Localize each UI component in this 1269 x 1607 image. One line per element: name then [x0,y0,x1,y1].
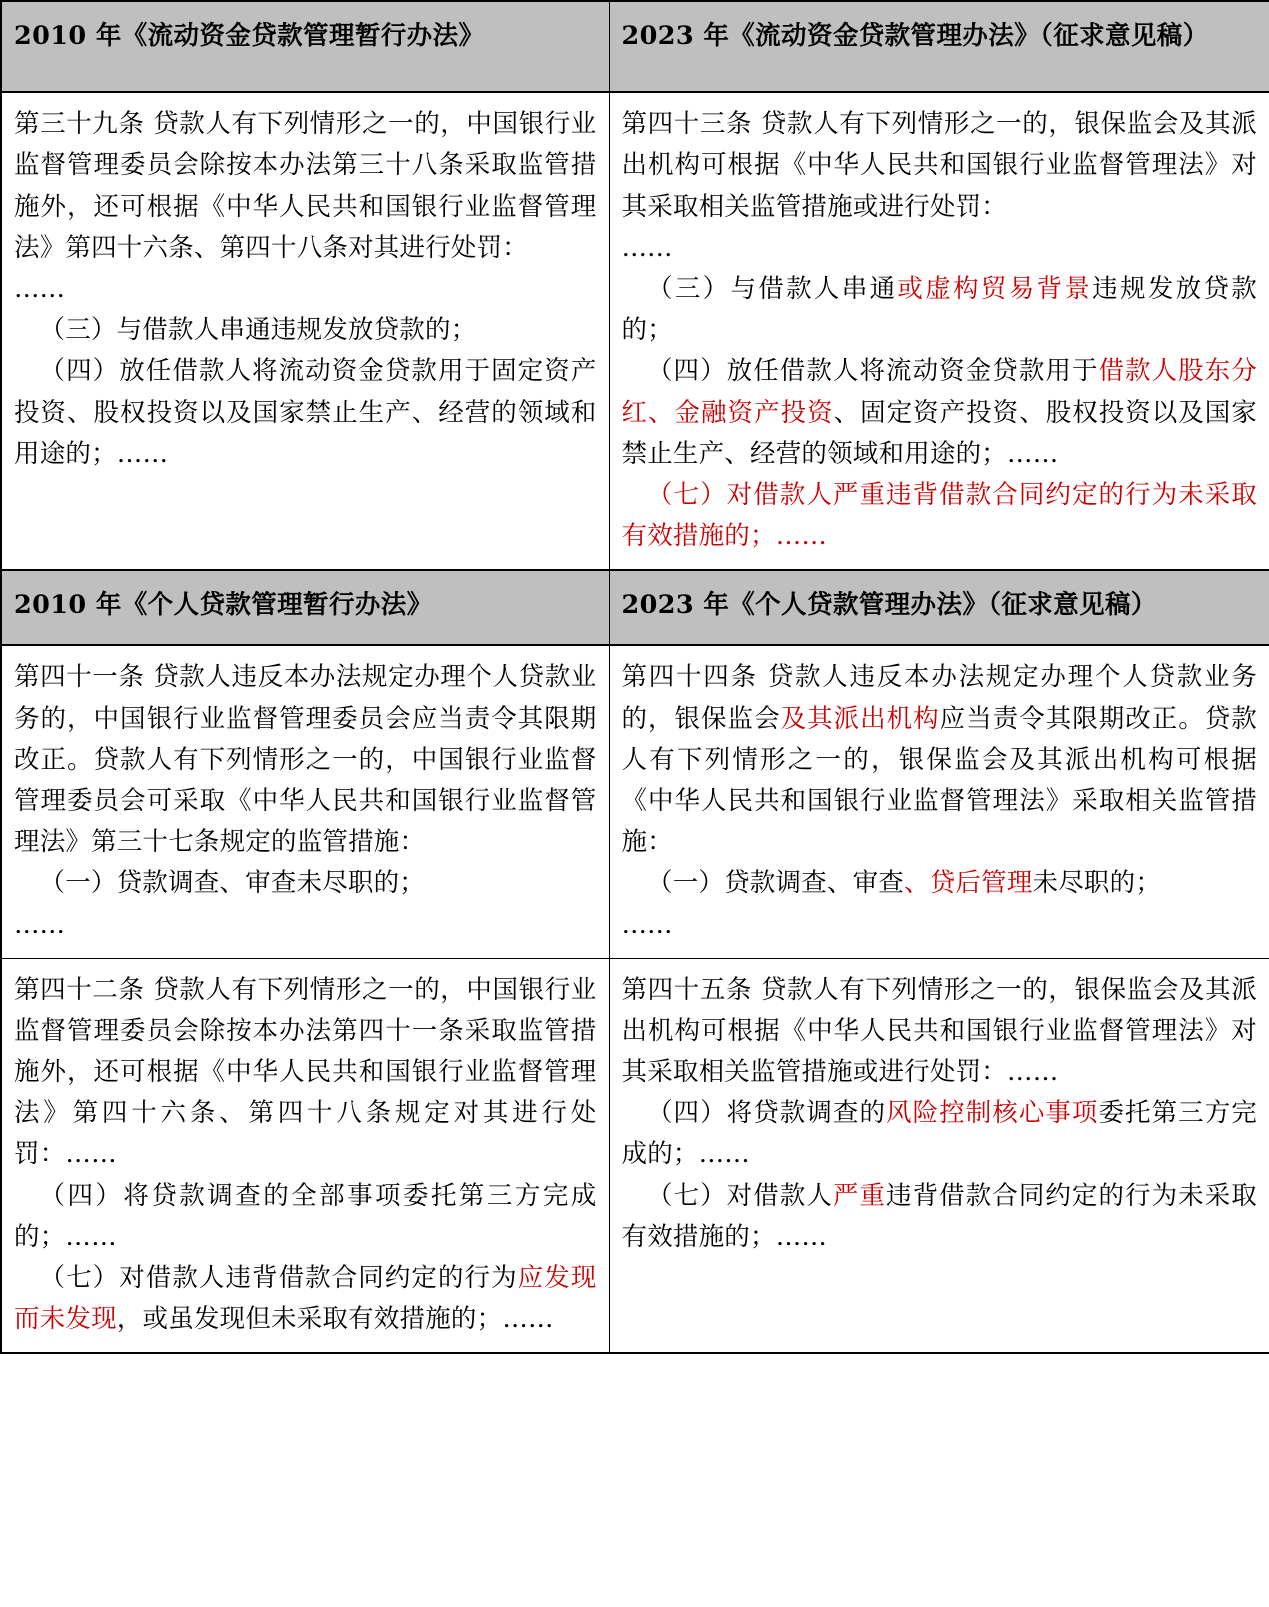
clause-body-right [610,93,1269,569]
clause-text: 、固定资产投资、股权投资以及国家禁止生产、经营的领域和用途的；…… [621,397,1257,469]
header-cell-left [1,1,609,92]
table-row [1,958,1269,1353]
clause-paragraph [14,1258,597,1340]
clause-paragraph [14,863,597,904]
clause-text: 应当责令其限期改正。贷款人有下列情形之一的，银保监会及其派出机构可根据《中华人民共和国银行业监督管理法》采取相关监管措施： [621,703,1257,858]
clause-text: ，或虽发现但未采取有效措施的；…… [116,1304,554,1335]
clause-body-left [2,646,609,957]
section-header-row [1,1,1269,92]
clause-paragraph [622,970,1258,1094]
clause-paragraph [14,351,597,475]
clause-cell-right [609,645,1269,958]
clause-body-right [610,646,1269,957]
clause-paragraph [14,905,597,946]
header-title-left: 2010 年《个人贷款管理暂行办法》 [14,590,433,621]
highlighted-text: 借款人股东分红、金融资产投资 [621,356,1257,428]
clause-text: 违规发放贷款的； [621,273,1257,346]
clause-text: （七）对借款人 [647,1180,833,1211]
highlighted-text: 及其派出机构 [780,703,940,734]
clause-body-left [2,959,609,1353]
clause-paragraph [14,1176,597,1258]
clause-text: （七）对借款人违背借款合同约定的行为 [39,1262,518,1293]
clause-paragraph [622,228,1258,269]
clause-text: （一）贷款调查、审查未尽职的； [39,868,426,899]
clause-paragraph [14,269,597,310]
clause-paragraph [622,104,1258,228]
clause-text: （四）放任借款人将流动资金贷款用于 [647,356,1099,387]
clause-text: （三）与借款人串通违规发放贷款的； [39,315,477,346]
clause-paragraph [14,310,597,351]
clause-text: 第三十九条 贷款人有下列情形之一的，中国银行业监督管理委员会除按本办法第三十八条采取监管措施外，还可根据《中华人民共和国银行业监督管理法》第四十六条、第四十八条对其进行处罚： [14,109,597,263]
header-title-right: 2023 年《个人贷款管理办法》（征求意见稿） [621,590,1157,621]
highlighted-text: （七）对借款人严重违背借款合同约定的行为未采取有效措施的；…… [621,479,1257,552]
clause-paragraph [622,1093,1258,1175]
clause-paragraph [14,104,597,269]
highlighted-text: 风险控制核心事项 [886,1098,1099,1129]
clause-text: …… [14,909,65,940]
clause-text: 委托第三方完成的；…… [621,1098,1257,1170]
clause-text: 违背借款合同约定的行为未采取有效措施的；…… [621,1180,1257,1252]
clause-text: 第四十一条 贷款人违反本办法规定办理个人贷款业务的，中国银行业监督管理委员会应当责令其限期改正。贷款人有下列情形之一的，中国银行业监督管理委员会可采取《中华人民共和国银行业监督管理法》第三十七条规定的监管措施： [14,662,597,858]
clause-paragraph [622,905,1258,946]
clause-text: …… [621,909,673,940]
clause-paragraph [622,657,1258,863]
clause-text: （四）放任借款人将流动资金贷款用于固定资产投资、股权投资以及国家禁止生产、经营的领域和用途的；…… [14,356,597,469]
clause-text: 未尽职的； [1032,868,1162,899]
clause-paragraph [14,970,597,1176]
highlighted-text: 、贷后管理 [904,868,1033,899]
table-body [1,1,1269,1353]
clause-body-left [2,93,609,487]
clause-text: （三）与借款人串通 [647,273,898,304]
clause-text: （四）将贷款调查的全部事项委托第三方完成的；…… [14,1180,597,1252]
clause-cell-right [609,958,1269,1353]
clause-cell-left [1,92,609,570]
clause-text: …… [14,273,65,304]
table-row [1,92,1269,570]
clause-text: （一）贷款调查、审查 [647,868,905,899]
header-cell-left [1,570,609,645]
clause-paragraph [622,1176,1258,1258]
clause-text: 第四十四条 贷款人违反本办法规定办理个人贷款业务的，银保监会 [621,662,1257,734]
table-row [1,645,1269,958]
header-cell-right [609,570,1269,645]
header-title-right: 2023 年《流动资金贷款管理办法》（征求意见稿） [621,21,1209,51]
clause-paragraph [622,351,1258,475]
clause-body-right [610,959,1269,1270]
header-cell-right [609,1,1269,92]
clause-paragraph [622,269,1258,351]
clause-cell-left [1,958,609,1353]
clause-text: （四）将贷款调查的 [647,1098,887,1129]
clause-cell-right [609,92,1269,570]
section-header-row [1,570,1269,645]
clause-paragraph [14,657,597,863]
clause-paragraph [622,475,1258,557]
highlighted-text: 应发现而未发现 [14,1262,597,1335]
clause-text: 第四十五条 贷款人有下列情形之一的，银保监会及其派出机构可根据《中华人民共和国银行业监督管理法》对其采取相关监管措施或进行处罚：…… [621,974,1257,1088]
clause-text: …… [621,232,673,263]
header-title-left: 2010 年《流动资金贷款管理暂行办法》 [14,21,485,51]
clause-text: 第四十三条 贷款人有下列情形之一的，银保监会及其派出机构可根据《中华人民共和国银行业监督管理法》对其采取相关监管措施或进行处罚： [621,109,1257,222]
highlighted-text: 或虚构贸易背景 [897,273,1093,304]
clause-cell-left [1,645,609,958]
highlighted-text: 严重 [832,1180,887,1211]
clause-text: 第四十二条 贷款人有下列情形之一的，中国银行业监督管理委员会除按本办法第四十一条采取监管措施外，还可根据《中华人民共和国银行业监督管理法》第四十六条、第四十八条规定对其进行处罚：…… [14,974,597,1170]
clause-paragraph [622,863,1258,904]
